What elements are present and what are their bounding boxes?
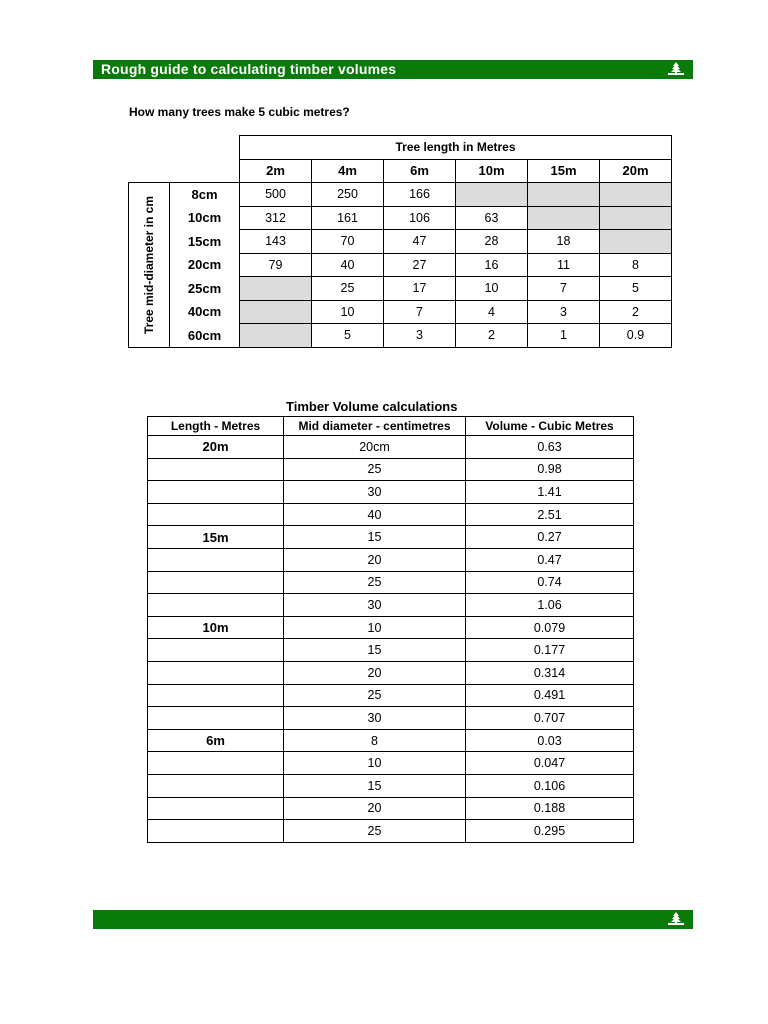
volume-cell: 0.03	[466, 729, 634, 752]
table-cell: 1	[528, 324, 600, 348]
row-header: 20cm	[170, 253, 240, 277]
volume-cell: 1.06	[466, 594, 634, 617]
table-row	[129, 183, 672, 207]
table-cell: 0.9	[600, 324, 672, 348]
volume-cell: 0.491	[466, 684, 634, 707]
volume-cell: 0.314	[466, 661, 634, 684]
timber-volume-table	[147, 416, 634, 843]
length-cell: 10m	[148, 616, 284, 639]
column-header: Mid diameter - centimetres	[284, 417, 466, 436]
diameter-cell: 15	[284, 774, 466, 797]
length-cell	[148, 820, 284, 843]
length-cell	[148, 458, 284, 481]
column-group-header: Tree length in Metres	[240, 136, 672, 160]
length-cell	[148, 774, 284, 797]
page-title: Rough guide to calculating timber volumes	[101, 61, 397, 77]
table-cell: 63	[456, 206, 528, 230]
table-cell: 79	[240, 253, 312, 277]
row-header: 15cm	[170, 230, 240, 254]
table-cell: 40	[312, 253, 384, 277]
length-cell	[148, 661, 284, 684]
row-header: 40cm	[170, 300, 240, 324]
volume-cell: 0.047	[466, 752, 634, 775]
table-row	[148, 729, 634, 752]
diameter-cell: 20cm	[284, 436, 466, 459]
table-row	[148, 661, 634, 684]
table-cell: 7	[528, 277, 600, 301]
table-row	[148, 616, 634, 639]
length-cell	[148, 639, 284, 662]
table-cell: 8	[600, 253, 672, 277]
table-cell: 143	[240, 230, 312, 254]
diameter-cell: 25	[284, 820, 466, 843]
length-cell	[148, 594, 284, 617]
table-row	[148, 639, 634, 662]
length-cell	[148, 571, 284, 594]
table-cell: 47	[384, 230, 456, 254]
length-cell	[148, 684, 284, 707]
table-row	[148, 594, 634, 617]
volume-cell: 0.106	[466, 774, 634, 797]
length-cell	[148, 481, 284, 504]
row-header: 25cm	[170, 277, 240, 301]
table-corner	[129, 136, 240, 160]
diameter-cell: 25	[284, 571, 466, 594]
shaded-cell	[456, 183, 528, 207]
volume-cell: 0.079	[466, 616, 634, 639]
table-cell: 16	[456, 253, 528, 277]
table-cell: 166	[384, 183, 456, 207]
length-cell	[148, 503, 284, 526]
volume-cell: 0.188	[466, 797, 634, 820]
volume-cell: 0.47	[466, 548, 634, 571]
diameter-cell: 20	[284, 661, 466, 684]
column-header: Length - Metres	[148, 417, 284, 436]
volume-cell: 0.707	[466, 707, 634, 730]
table-cell: 11	[528, 253, 600, 277]
volume-cell: 0.27	[466, 526, 634, 549]
length-cell	[148, 752, 284, 775]
diameter-cell: 15	[284, 526, 466, 549]
diameter-cell: 30	[284, 594, 466, 617]
table-row	[129, 253, 672, 277]
length-cell	[148, 707, 284, 730]
table-row	[148, 548, 634, 571]
table-cell: 70	[312, 230, 384, 254]
diameter-cell: 40	[284, 503, 466, 526]
row-axis-label-text: Tree mid-diameter in cm	[142, 195, 156, 334]
column-header: 4m	[312, 159, 384, 183]
shaded-cell	[528, 206, 600, 230]
table-row	[129, 324, 672, 348]
table-cell: 5	[312, 324, 384, 348]
table-cell: 2	[456, 324, 528, 348]
diameter-cell: 8	[284, 729, 466, 752]
column-header: Volume - Cubic Metres	[466, 417, 634, 436]
volume-cell: 2.51	[466, 503, 634, 526]
table-row	[148, 707, 634, 730]
table-cell: 28	[456, 230, 528, 254]
shaded-cell	[240, 277, 312, 301]
table-row	[129, 300, 672, 324]
diameter-cell: 20	[284, 797, 466, 820]
column-header: 2m	[240, 159, 312, 183]
table-row	[148, 797, 634, 820]
table-cell: 10	[312, 300, 384, 324]
table-cell: 3	[384, 324, 456, 348]
column-header: 6m	[384, 159, 456, 183]
table-cell: 312	[240, 206, 312, 230]
row-header: 10cm	[170, 206, 240, 230]
volume-cell: 0.63	[466, 436, 634, 459]
volume-table-title: Timber Volume calculations	[286, 399, 458, 414]
table-cell: 25	[312, 277, 384, 301]
table-row	[148, 752, 634, 775]
table-row	[148, 436, 634, 459]
table-cell: 27	[384, 253, 456, 277]
table-row	[148, 526, 634, 549]
table-row	[148, 458, 634, 481]
length-cell: 20m	[148, 436, 284, 459]
shaded-cell	[528, 183, 600, 207]
length-cell: 6m	[148, 729, 284, 752]
table-cell: 18	[528, 230, 600, 254]
tree-logo-icon	[668, 62, 684, 77]
table-row	[129, 230, 672, 254]
shaded-cell	[240, 324, 312, 348]
column-header: 20m	[600, 159, 672, 183]
diameter-cell: 30	[284, 707, 466, 730]
question-heading: How many trees make 5 cubic metres?	[129, 105, 350, 119]
table-row	[148, 774, 634, 797]
column-header: 10m	[456, 159, 528, 183]
diameter-cell: 20	[284, 548, 466, 571]
table-row	[148, 571, 634, 594]
table-cell: 250	[312, 183, 384, 207]
length-cell: 15m	[148, 526, 284, 549]
volume-cell: 0.177	[466, 639, 634, 662]
table-cell: 17	[384, 277, 456, 301]
table-cell: 2	[600, 300, 672, 324]
table-cell: 10	[456, 277, 528, 301]
table-row	[129, 206, 672, 230]
volume-cell: 1.41	[466, 481, 634, 504]
diameter-cell: 15	[284, 639, 466, 662]
shaded-cell	[240, 300, 312, 324]
row-axis-label	[129, 183, 170, 348]
volume-cell: 0.74	[466, 571, 634, 594]
table-cell: 3	[528, 300, 600, 324]
diameter-cell: 30	[284, 481, 466, 504]
volume-cell: 0.98	[466, 458, 634, 481]
diameter-cell: 25	[284, 458, 466, 481]
table-cell: 7	[384, 300, 456, 324]
table-corner	[129, 159, 240, 183]
table-row	[148, 503, 634, 526]
table-cell: 4	[456, 300, 528, 324]
shaded-cell	[600, 183, 672, 207]
length-cell	[148, 797, 284, 820]
table-cell: 161	[312, 206, 384, 230]
length-cell	[148, 548, 284, 571]
footer-bar	[93, 910, 693, 929]
header-bar	[93, 60, 693, 79]
row-header: 8cm	[170, 183, 240, 207]
diameter-cell: 10	[284, 752, 466, 775]
table-row	[148, 820, 634, 843]
diameter-cell: 25	[284, 684, 466, 707]
table-cell: 500	[240, 183, 312, 207]
column-header: 15m	[528, 159, 600, 183]
trees-per-5m3-table	[128, 135, 672, 348]
table-row	[129, 277, 672, 301]
shaded-cell	[600, 230, 672, 254]
shaded-cell	[600, 206, 672, 230]
diameter-cell: 10	[284, 616, 466, 639]
table-cell: 106	[384, 206, 456, 230]
volume-cell: 0.295	[466, 820, 634, 843]
tree-logo-icon	[668, 912, 684, 927]
table-cell: 5	[600, 277, 672, 301]
row-header: 60cm	[170, 324, 240, 348]
table-row	[148, 684, 634, 707]
table-row	[148, 481, 634, 504]
